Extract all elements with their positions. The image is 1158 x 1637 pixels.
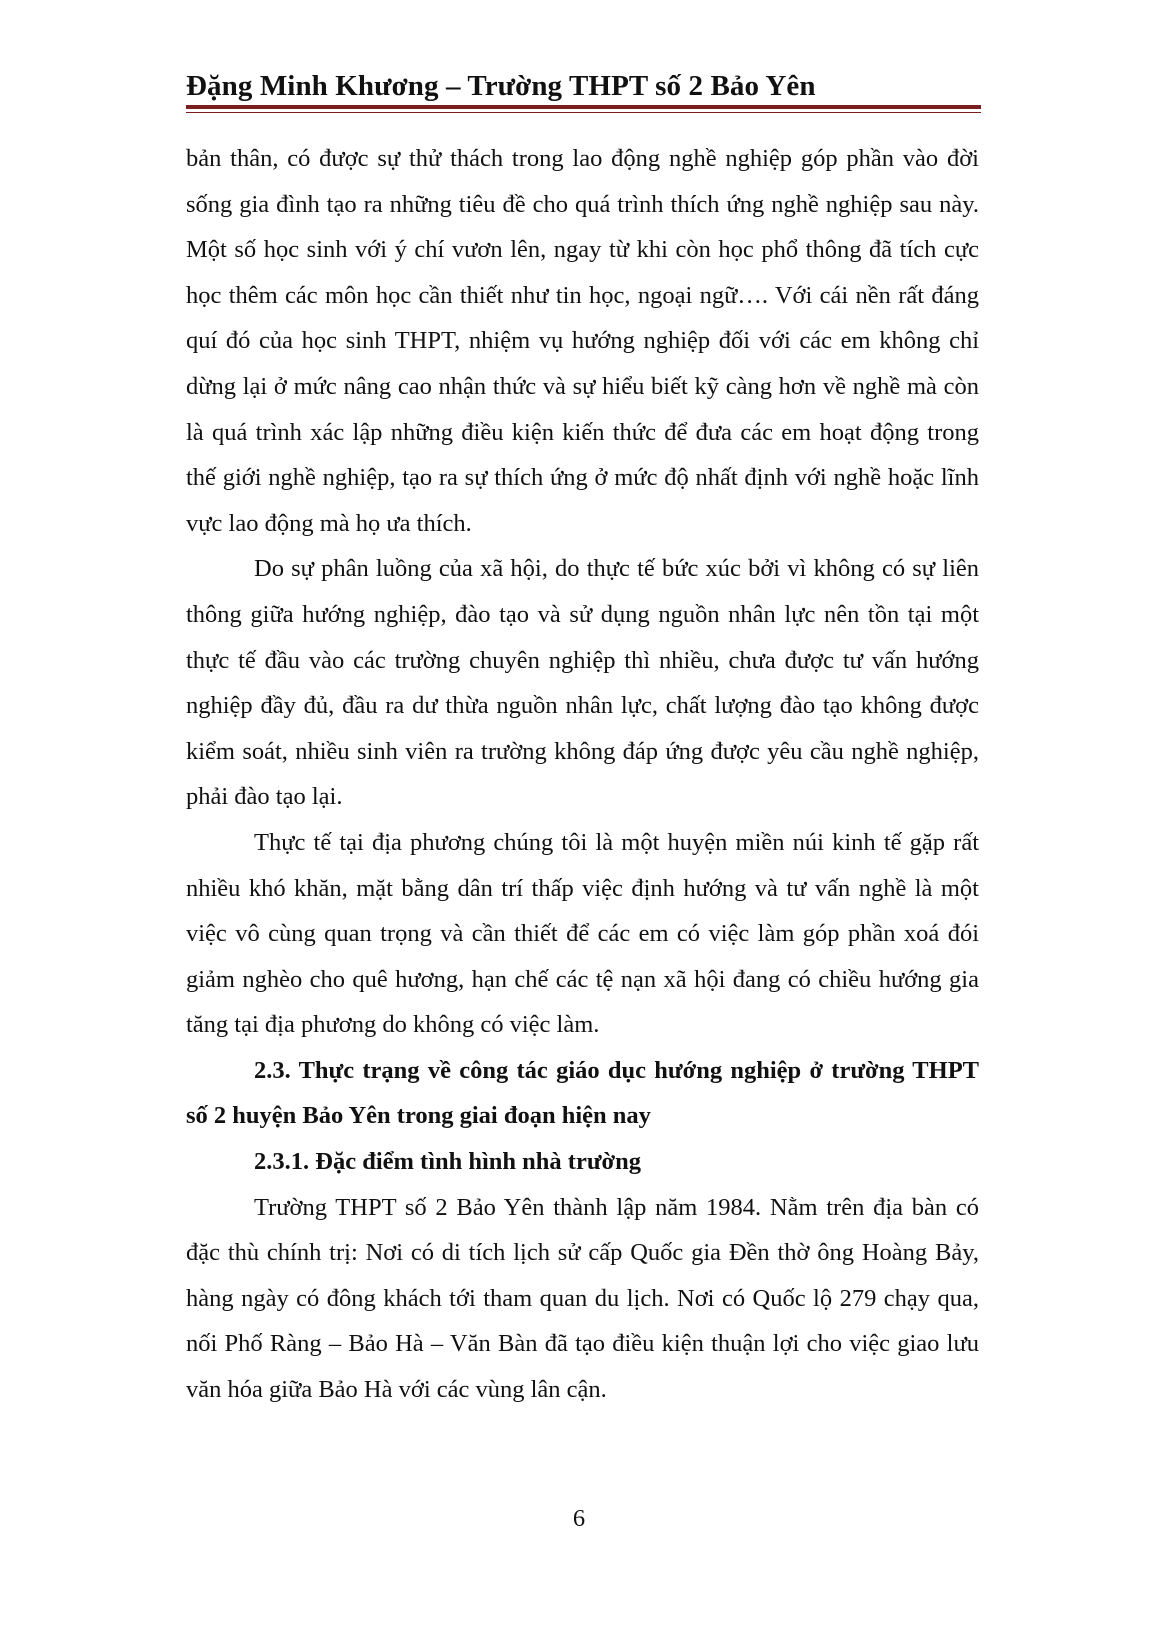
page-number: 6 <box>572 1505 586 1532</box>
header-title: Đặng Minh Khương – Trường THPT số 2 Bảo Yên <box>186 70 816 102</box>
paragraph-school-overview: Trường THPT số 2 Bảo Yên thành lập năm 1984. Nằm trên địa bàn có đặc thù chính trị: Nơi có di tích lịch sử cấp Quốc gia Đền thờ ông Hoàng Bảy, hàng ngày có đông khách tới tham quan du lịch. Nơi có Quốc lộ 279 chạy qua, nối Phố Ràng – Bảo Hà – Văn Bàn đã tạo điều kiện thuận lợi cho việc giao lưu văn hóa giữa Bảo Hà với các vùng lân cận. <box>186 1193 979 1404</box>
page-header <box>186 68 981 104</box>
paragraph-continued: bản thân, có được sự thử thách trong lao động nghề nghiệp góp phần vào đời sống gia đình tạo ra những tiêu đề cho quá trình thích ứng nghề nghiệp sau này. Một số học sinh với ý chí vươn lên, ngay từ khi còn học phổ thông đã tích cực học thêm các môn học cần thiết như tin học, ngoại ngữ…. Với cái nền rất đáng quí đó của học sinh THPT, nhiệm vụ hướng nghiệp đối với các em không chỉ dừng lại ở mức nâng cao nhận thức và sự hiểu biết kỹ càng hơn về nghề mà còn là quá trình xác lập những điều kiện kiến thức để đưa các em hoạt động trong thế giới nghề nghiệp, tạo ra sự thích ứng ở mức độ nhất định với nghề hoặc lĩnh vực lao động mà họ ưa thích. <box>186 145 979 537</box>
paragraph-social-streaming: Do sự phân luồng của xã hội, do thực tế bức xúc bởi vì không có sự liên thông giữa hướng nghiệp, đào tạo và sử dụng nguồn nhân lực nên tồn tại một thực tế đầu vào các trường chuyên nghiệp thì nhiều, chưa được tư vấn hướng nghiệp đầy đủ, đầu ra dư thừa nguồn nhân lực, chất lượng đào tạo không được kiểm soát, nhiều sinh viên ra trường không đáp ứng được yêu cầu nghề nghiệp, phải đào tạo lại. <box>186 555 979 811</box>
header-rule-thin <box>186 112 981 113</box>
paragraph-local-reality: Thực tế tại địa phương chúng tôi là một huyện miền núi kinh tế gặp rất nhiều khó khăn, mặt bằng dân trí thấp việc định hướng và tư vấn nghề là một việc vô cùng quan trọng và cần thiết để các em có việc làm góp phần xoá đói giảm nghèo cho quê hương, hạn chế các tệ nạn xã hội đang có chiều hướng gia tăng tại địa phương do không có việc làm. <box>186 828 979 1039</box>
subsection-heading: 2.3.1. Đặc điểm tình hình nhà trường <box>254 1148 641 1176</box>
header-rule-thick <box>186 105 981 109</box>
section-heading: 2.3. Thực trạng về công tác giáo dục hướng nghiệp ở trường THPT số 2 huyện Bảo Yên trong giai đoạn hiện nay <box>186 1056 979 1130</box>
document-body <box>186 136 979 1413</box>
